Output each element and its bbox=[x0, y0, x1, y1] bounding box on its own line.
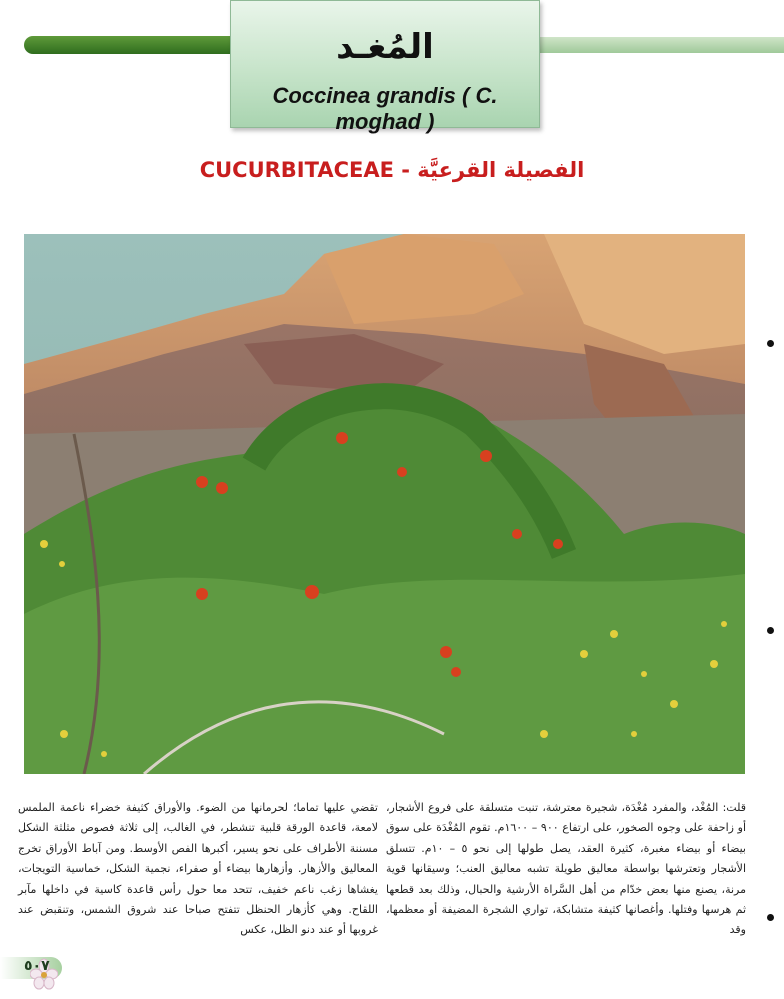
plant-photo-illustration bbox=[24, 234, 745, 774]
family-arabic: الفصيلة القرعيَّة bbox=[417, 158, 585, 182]
header-decor-bar-right bbox=[540, 37, 784, 53]
text-column-right bbox=[386, 798, 746, 948]
margin-bullet-3 bbox=[767, 914, 774, 921]
family-heading bbox=[0, 158, 784, 182]
page-title-arabic: المُغـد bbox=[336, 27, 434, 67]
text-column-left bbox=[18, 798, 378, 948]
margin-bullet-2 bbox=[767, 627, 774, 634]
margin-bullet-1 bbox=[767, 340, 774, 347]
page-number: ٥٠٧ bbox=[24, 958, 50, 974]
page-title-latin: Coccinea grandis ( C. moghad ) bbox=[272, 83, 498, 134]
plant-photo bbox=[24, 234, 745, 774]
body-paragraph-left: تقضي عليها تماما؛ لحرمانها من الضوء. والأوراق كثيفة خضراء ناعمة الملمس لامعة، قاعدة الورقة قلبية تنشطر، في الغالب، إلى ثلاثة فصوص مثلثة الشكل مسننة الأطراف على نحو يسير، أكبرها الفص الأوسط. ومن آباط الأوراق تخرج المعاليق والأزهار. وأزهارها بيضاء أو صفراء، نجمية الشكل، خماسية التويجات، يغشاها زغب ناعم خفيف، تتحد معا حول رأس قاعدة كاسية في داخلها مآبر اللقاح. وهي كأزهار الحنظل تتفتح صباحا عند شروق الشمس، وتنقبض عند غروبها أو عند دنو الظل، عكس bbox=[18, 801, 378, 937]
title-box bbox=[230, 0, 540, 134]
body-paragraph-right: قلت: المُغْد، والمفرد مُغْدَة، شجيرة معترشة، تنبت متسلقة على فروع الأشجار، أو زاحفة على وجوه الصخور، على ارتفاع ٩٠٠ – ١٦٠٠م. تقوم المُغْدَة على سوق بيضاء أو بيضاء مغبرة، كثيرة العقد، يصل طولها إلى نحو ٥ – ١٠م. تتسلق الأشجار وتعترشها بواسطة معاليق طويلة تشبه معاليق العنب؛ وسيقانها قوية مرنة، يصنع منها بعض خدّام من أهل السَّراة الأرشية والحبال، وذلك بعد قطعها ثم هرسها وفتلها. وأغصانها كثيفة متشابكة، تواري الشجرة المضيفة أو معظمها، وقد bbox=[386, 801, 746, 937]
family-latin: CUCURBITACEAE bbox=[199, 158, 394, 182]
family-separator: - bbox=[393, 158, 418, 182]
header-decor-bar-left bbox=[24, 36, 232, 54]
